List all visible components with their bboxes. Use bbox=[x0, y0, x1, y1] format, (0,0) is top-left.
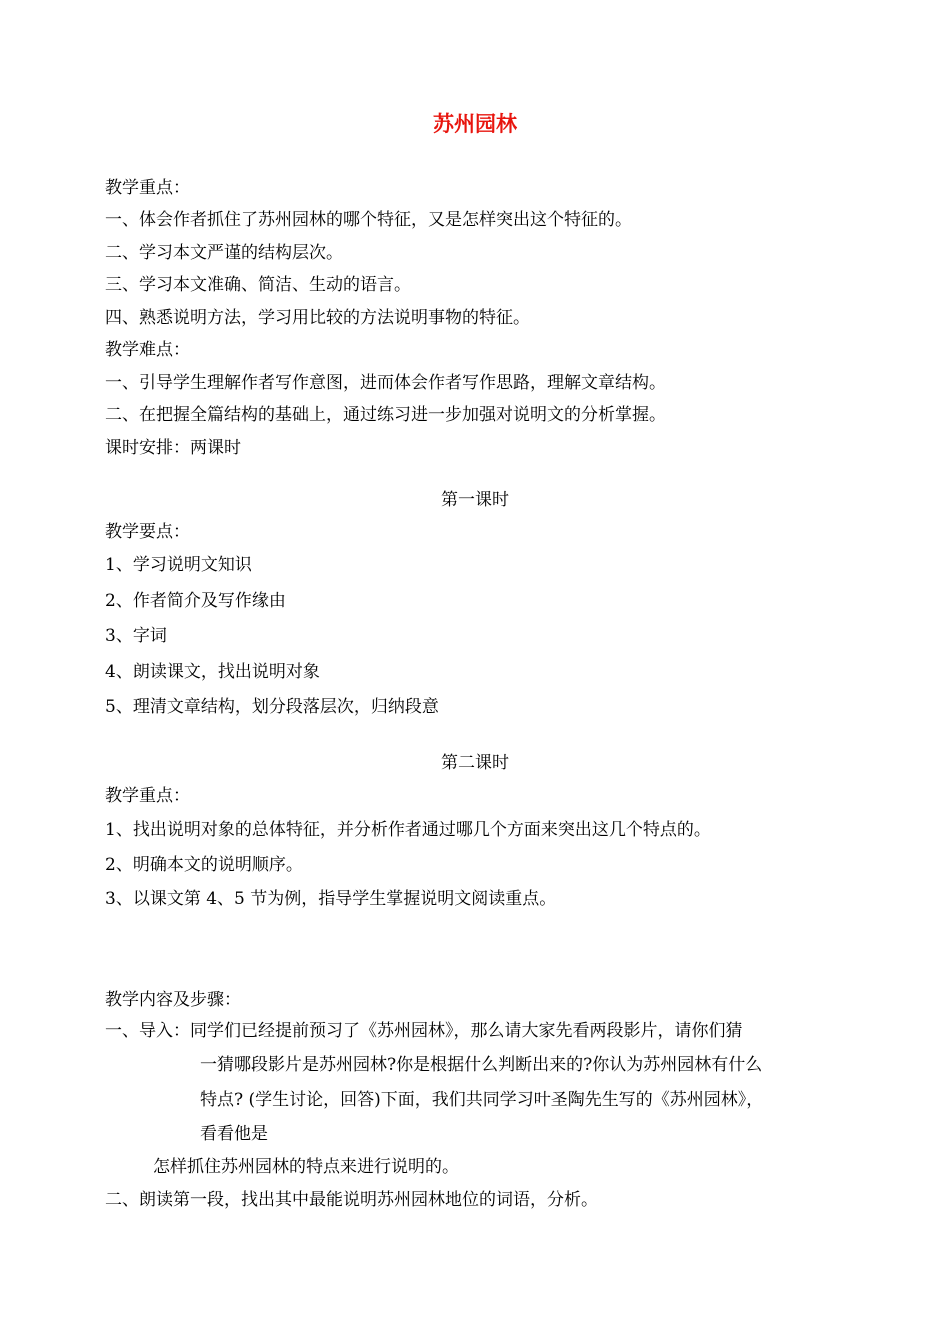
focus-item: 二、学习本文严谨的结构层次。 bbox=[105, 243, 343, 263]
procedure-label: 教学内容及步骤： bbox=[105, 990, 241, 1010]
lesson1-item: 4、朗读课文，找出说明对象 bbox=[105, 662, 320, 682]
procedure-step2: 二、朗读第一段，找出其中最能说明苏州园林地位的词语，分析。 bbox=[105, 1190, 598, 1210]
schedule-line: 课时安排：两课时 bbox=[105, 438, 241, 458]
procedure-step1-continued: 特点? (学生讨论，回答)下面，我们共同学习叶圣陶先生写的《苏州园林》， bbox=[200, 1090, 764, 1110]
difficulty-item: 一、引导学生理解作者写作意图，进而体会作者写作思路，理解文章结构。 bbox=[105, 373, 666, 393]
lesson1-item: 2、作者简介及写作缘由 bbox=[105, 591, 286, 611]
lesson1-item: 5、理清文章结构，划分段落层次，归纳段意 bbox=[105, 697, 439, 717]
procedure-step1-continued: 看看他是 bbox=[200, 1124, 268, 1144]
lesson2-item: 1、找出说明对象的总体特征，并分析作者通过哪几个方面来突出这几个特点的。 bbox=[105, 820, 711, 840]
focus-label: 教学重点： bbox=[105, 178, 190, 198]
lesson2-item: 2、明确本文的说明顺序。 bbox=[105, 855, 303, 875]
procedure-step1-tail: 怎样抓住苏州园林的特点来进行说明的。 bbox=[153, 1157, 459, 1177]
lesson2-label: 教学重点： bbox=[105, 786, 190, 806]
difficulty-label: 教学难点： bbox=[105, 340, 190, 360]
lesson1-item: 1、学习说明文知识 bbox=[105, 555, 252, 575]
procedure-step1: 一、导入：同学们已经提前预习了《苏州园林》，那么请大家先看两段影片，请你们猜 bbox=[105, 1021, 743, 1041]
focus-item: 四、熟悉说明方法，学习用比较的方法说明事物的特征。 bbox=[105, 308, 530, 328]
lesson2-heading: 第二课时 bbox=[441, 753, 509, 773]
focus-item: 一、体会作者抓住了苏州园林的哪个特征，又是怎样突出这个特征的。 bbox=[105, 210, 632, 230]
lesson1-item: 3、字词 bbox=[105, 626, 167, 646]
document-title: 苏州园林 bbox=[433, 112, 517, 136]
lesson2-item: 3、以课文第 4、5 节为例，指导学生掌握说明文阅读重点。 bbox=[105, 889, 557, 909]
focus-item: 三、学习本文准确、简洁、生动的语言。 bbox=[105, 275, 411, 295]
lesson1-label: 教学要点： bbox=[105, 522, 190, 542]
lesson1-heading: 第一课时 bbox=[441, 490, 509, 510]
procedure-step1-continued: 一猜哪段影片是苏州园林?你是根据什么判断出来的?你认为苏州园林有什么 bbox=[200, 1055, 763, 1075]
difficulty-item: 二、在把握全篇结构的基础上，通过练习进一步加强对说明文的分析掌握。 bbox=[105, 405, 666, 425]
